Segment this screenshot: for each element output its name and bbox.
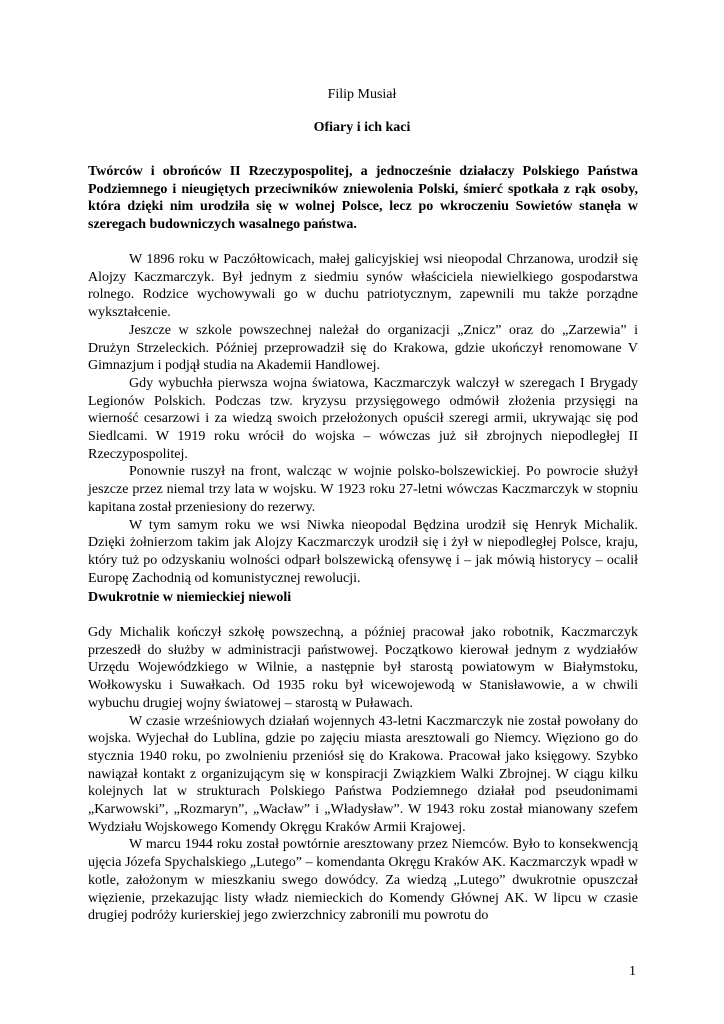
article-title: Ofiary i ich kaci bbox=[313, 120, 411, 135]
section-2-body bbox=[88, 624, 638, 925]
body-paragraph: W 1896 roku w Paczółtowicach, małej galicyjskiej wsi nieopodal Chrzanowa, urodził się Alojzy Kaczmarczyk. Był jednym z siedmiu synów właściciela niewielkiego gospodarstwa rolnego. Rodzice wychowywali go w duchu patriotycznym, zapewnili mu także porządne wykształcenie. bbox=[88, 252, 638, 321]
body-paragraph: W czasie wrześniowych działań wojennych 43-letni Kaczmarczyk nie został powołany do wojska. Wyjechał do Lublina, gdzie po zajęciu miasta aresztowali go Niemcy. Więziono go do stycznia 1940 roku, po zwolnieniu przeniósł się do Krakowa. Pracował jako księgowy. Szybko nawiązał kontakt z organizującym się w konspiracji Związkiem Walki Zbrojnej. W ciągu kilku kolejnych lat w strukturach Polskiego Państwa Podziemnego działał pod pseudonimami „Karwowski”, „Rozmaryn”, „Wacław” i „Władysław”. W 1943 roku został mianowany szefem Wydziału Wojskowego Komendy Okręgu Kraków Armii Krajowej. bbox=[88, 713, 638, 835]
page-number: 1 bbox=[629, 964, 636, 979]
body-paragraph: Ponownie ruszył na front, walcząc w wojnie polsko-bolszewickiej. Po powrocie służył jeszcze przez niemal trzy lata w wojsku. W 1923 roku 27-letni wówczas Kaczmarczyk w stopniu kapitana został przeniesiony do rezerwy. bbox=[88, 464, 638, 515]
body-paragraph: Jeszcze w szkole powszechnej należał do organizacji „Znicz” oraz do „Zarzewia” i Drużyn Strzeleckich. Później przeprowadził się do Krakowa, gdzie ukończył renomowane V Gimnazjum i podjął studia na Akademii Handlowej. bbox=[88, 322, 638, 374]
body-paragraph: W marcu 1944 roku został powtórnie aresztowany przez Niemców. Było to konsekwencją ujęcia Józefa Spychalskiego „Lutego” – komendanta Okręgu Kraków AK. Kaczmarczyk wpadł w kotle, założonym w mieszkaniu swego dowódcy. Za wiedzą „Lutego” dwukrotnie opuszczał więzienie, przekazując listy władz niemieckich do Komendy Głównej AK. W lipcu w czasie drugiej podróży kurierskiej jego zwierzchnicy zabronili mu powrotu do bbox=[88, 837, 638, 924]
body-paragraph: W tym samym roku we wsi Niwka nieopodal Będzina urodził się Henryk Michalik. Dzięki żołnierzom takim jak Alojzy Kaczmarczyk urodził się i żył w niepodległej Polsce, kraju, który tuż po odzyskaniu wolności odparł bolszewicką ofensywę i – jak mówią historycy – ocalił Europę Zachodnią od komunistycznej rewolucji. bbox=[88, 517, 638, 586]
author-name: Filip Musiał bbox=[327, 87, 397, 102]
section-heading: Dwukrotnie w niemieckiej niewoli bbox=[88, 590, 292, 605]
body-paragraph: Gdy wybuchła pierwsza wojna światowa, Kaczmarczyk walczył w szeregach I Brygady Legionów Polskich. Podczas tzw. kryzysu przysięgowego odmówił złożenia przysięgi na wierność cesarzowi i za wiedzą swoich przełożonych opuścił szeregi armii, ukrywając się pod Siedlcami. W 1919 roku wrócił do wojska – wówczas już sił zbrojnych niepodległej II Rzeczypospolitej. bbox=[88, 375, 638, 462]
body-paragraph: Gdy Michalik kończył szkołę powszechną, a później pracował jako robotnik, Kaczmarczyk przeszedł do służby w administracji państwowej. Początkowo kierował jednym z wydziałów Urzędu Wojewódzkiego w Wilnie, a następnie był starostą powiatowym w Białymstoku, Wołkowysku i Suwałkach. Od 1935 roku był wicewojewodą w Stanisławowie, a w chwili wybuchu drugiej wojny światowej – starostą w Puławach. bbox=[88, 625, 638, 711]
lead-paragraph: Twórców i obrońców II Rzeczypospolitej, a jednocześnie działaczy Polskiego Państwa Podziemnego i nieugiętych przeciwników zniewolenia Polski, śmierć spotkała z rąk osoby, która dzięki nim urodziła się w wolnej Polsce, lecz po wkroczeniu Sowietów stanęła w szeregach budowniczych wasalnego państwa. bbox=[88, 164, 638, 232]
section-1-body bbox=[88, 251, 638, 587]
